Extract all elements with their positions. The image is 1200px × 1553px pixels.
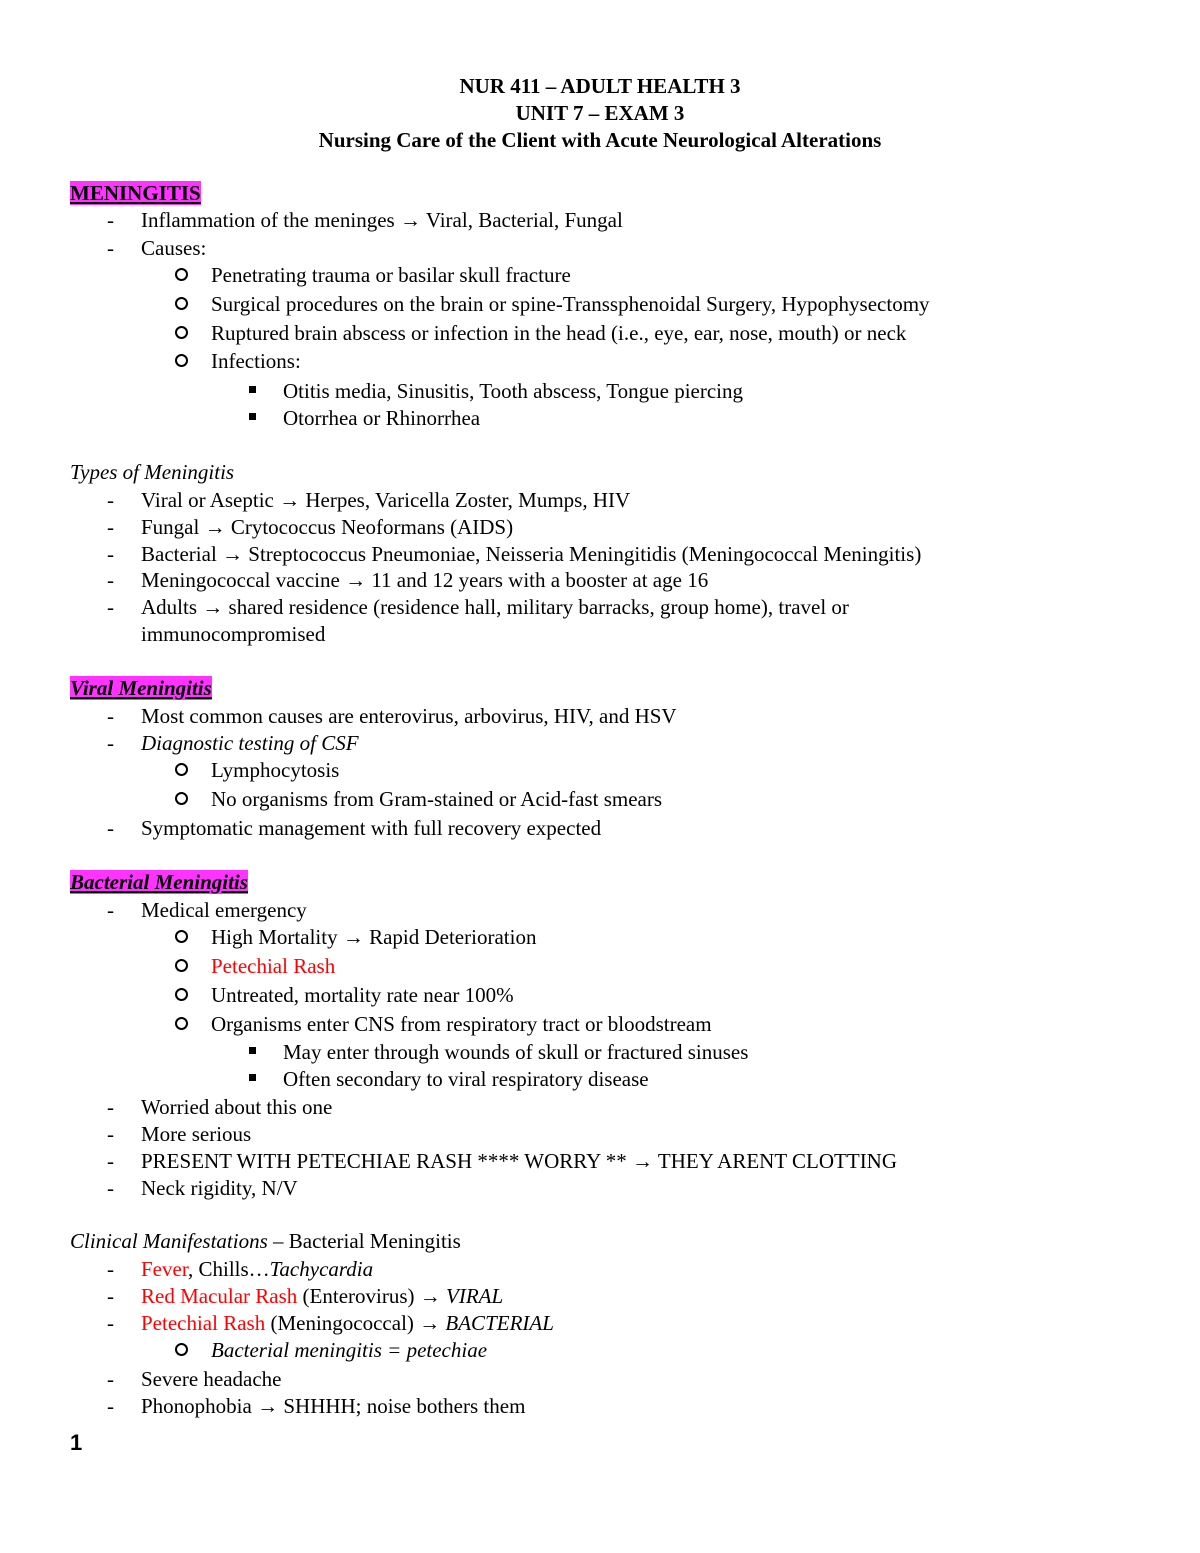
list-item: Fungal → Crytococcus Neoformans (AIDS) — [141, 515, 514, 539]
list-item: Symptomatic management with full recovery expected — [141, 816, 602, 840]
dash-bullet: - — [107, 1095, 114, 1119]
list-item: Most common causes are enterovirus, arbovirus, HIV, and HSV — [141, 704, 677, 728]
circle-bullet-icon — [175, 1017, 188, 1030]
list-item: May enter through wounds of skull or fractured sinuses — [283, 1040, 749, 1064]
list-item: Viral or Aseptic → Herpes, Varicella Zoster, Mumps, HIV — [141, 488, 631, 512]
list-item: Severe headache — [141, 1367, 282, 1391]
circle-bullet-icon — [175, 959, 188, 972]
list-item: Adults → shared residence (residence hall, military barracks, group home), travel or — [141, 595, 849, 619]
list-item: Otorrhea or Rhinorrhea — [283, 406, 481, 430]
list-item: Bacterial meningitis = petechiae — [211, 1338, 488, 1362]
circle-bullet-icon — [175, 792, 188, 805]
page-number: 1 — [70, 1430, 83, 1455]
square-bullet-icon — [249, 386, 256, 393]
list-item: Penetrating trauma or basilar skull fracture — [211, 263, 571, 287]
list-item: Organisms enter CNS from respiratory tract or bloodstream — [211, 1012, 712, 1036]
dash-bullet: - — [107, 1122, 114, 1146]
dash-bullet: - — [107, 236, 114, 260]
dash-bullet: - — [107, 568, 114, 592]
section-heading-viral: Viral Meningitis — [70, 676, 212, 700]
square-bullet-icon — [249, 413, 256, 420]
subheading-types: Types of Meningitis — [70, 460, 235, 484]
list-item: Untreated, mortality rate near 100% — [211, 983, 514, 1007]
list-item: More serious — [141, 1122, 252, 1146]
list-item: Phonophobia → SHHHH; noise bothers them — [141, 1394, 526, 1418]
dash-bullet: - — [107, 1284, 114, 1308]
dash-bullet: - — [107, 515, 114, 539]
dash-bullet: - — [107, 1311, 114, 1335]
dash-bullet: - — [107, 1257, 114, 1281]
dash-bullet: - — [107, 542, 114, 566]
circle-bullet-icon — [175, 354, 188, 367]
dash-bullet: - — [107, 1149, 114, 1173]
dash-bullet: - — [107, 704, 114, 728]
list-item: Causes: — [141, 236, 207, 260]
dash-bullet: - — [107, 816, 114, 840]
list-item: Lymphocytosis — [211, 758, 340, 782]
unit-title: UNIT 7 – EXAM 3 — [515, 101, 685, 125]
circle-bullet-icon — [175, 930, 188, 943]
dash-bullet: - — [107, 731, 114, 755]
square-bullet-icon — [249, 1047, 256, 1054]
list-item: Otitis media, Sinusitis, Tooth abscess, Tongue piercing — [283, 379, 744, 403]
circle-bullet-icon — [175, 326, 188, 339]
circle-bullet-icon — [175, 988, 188, 1001]
list-item: No organisms from Gram-stained or Acid-fast smears — [211, 787, 663, 811]
circle-bullet-icon — [175, 268, 188, 281]
list-item: Inflammation of the meninges → Viral, Bacterial, Fungal — [141, 208, 623, 232]
list-item: Petechial Rash (Meningococcal) → BACTERIAL — [141, 1311, 554, 1335]
dash-bullet: - — [107, 1394, 114, 1418]
circle-bullet-icon — [175, 763, 188, 776]
list-item: Diagnostic testing of CSF — [141, 731, 359, 755]
list-item: Bacterial → Streptococcus Pneumoniae, Neisseria Meningitidis (Meningococcal Meningitis) — [141, 542, 922, 566]
list-item: Medical emergency — [141, 898, 307, 922]
list-item: Petechial Rash — [211, 954, 336, 978]
circle-bullet-icon — [175, 1343, 188, 1356]
course-title: NUR 411 – ADULT HEALTH 3 — [459, 74, 741, 98]
dash-bullet: - — [107, 488, 114, 512]
list-item: Red Macular Rash (Enterovirus) → VIRAL — [141, 1284, 504, 1308]
list-item: Worried about this one — [141, 1095, 333, 1119]
section-heading-bacterial: Bacterial Meningitis — [70, 870, 248, 894]
dash-bullet: - — [107, 1176, 114, 1200]
section-heading-meningitis: MENINGITIS — [70, 181, 201, 205]
list-item: PRESENT WITH PETECHIAE RASH **** WORRY ** → THEY ARENT CLOTTING — [141, 1149, 898, 1173]
dash-bullet: - — [107, 898, 114, 922]
list-item: Surgical procedures on the brain or spine-Transsphenoidal Surgery, Hypophysectomy — [211, 292, 930, 316]
list-item: Often secondary to viral respiratory disease — [283, 1067, 649, 1091]
list-item: Infections: — [211, 349, 301, 373]
square-bullet-icon — [249, 1074, 256, 1081]
list-item: Fever, Chills…Tachycardia — [141, 1257, 374, 1281]
topic-title: Nursing Care of the Client with Acute Neurological Alterations — [318, 128, 882, 152]
subheading-clinical: Clinical Manifestations – Bacterial Meningitis — [70, 1229, 461, 1253]
list-item: Meningococcal vaccine → 11 and 12 years with a booster at age 16 — [141, 568, 709, 592]
dash-bullet: - — [107, 1367, 114, 1391]
list-item-continuation: immunocompromised — [141, 622, 326, 646]
circle-bullet-icon — [175, 297, 188, 310]
list-item: Neck rigidity, N/V — [141, 1176, 298, 1200]
list-item: Ruptured brain abscess or infection in the head (i.e., eye, ear, nose, mouth) or neck — [211, 321, 907, 345]
list-item: High Mortality → Rapid Deterioration — [211, 925, 537, 949]
dash-bullet: - — [107, 208, 114, 232]
dash-bullet: - — [107, 595, 114, 619]
